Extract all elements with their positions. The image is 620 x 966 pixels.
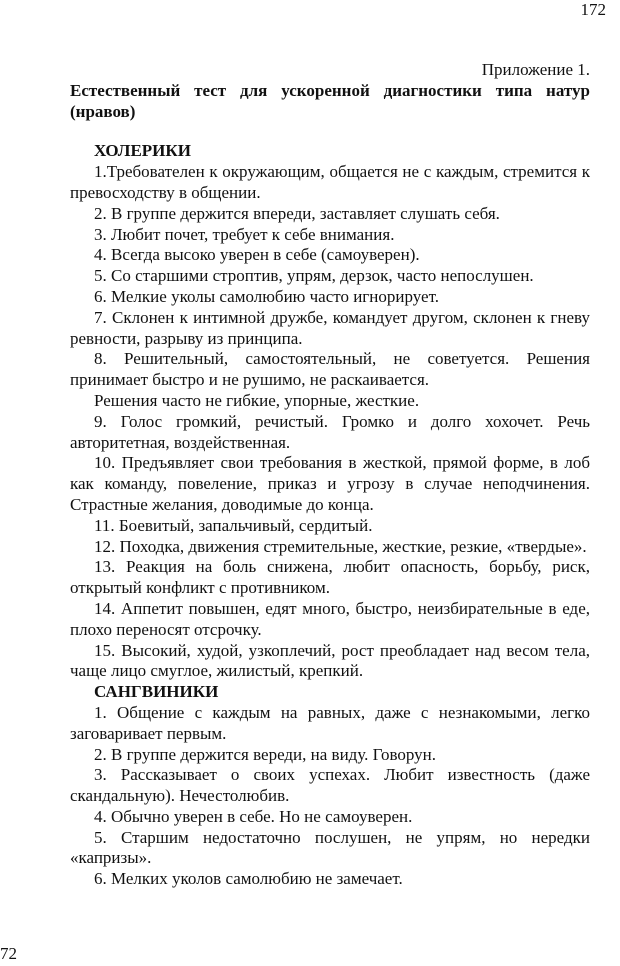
list-item: 5. Старшим недостаточно послушен, не упрям, но нередки «капризы». — [70, 827, 590, 868]
list-item: 11. Боевитый, запальчивый, сердитый. — [94, 515, 373, 535]
list-item: 3. Любит почет, требует к себе внимания. — [94, 224, 395, 244]
list-item: 1.Требователен к окружающим, общается не с каждым, стремится к превосходству в общении. — [70, 162, 590, 202]
document-title: Естественный тест для ускоренной диагностики типа натур (нравов) — [70, 80, 590, 121]
list-item: 15. Высокий, худой, узкоплечий, рост преобладает над весом тела, чаще лицо смуглое, жилистый, крепкий. — [70, 640, 590, 681]
list-item: 14. Аппетит повышен, едят много, быстро, неизбирательные в еде, плохо переносят отсрочку. — [70, 598, 590, 639]
list-item: 12. Походка, движения стремительные, жесткие, резкие, «твердые». — [94, 536, 587, 556]
list-item: 13. Реакция на боль снижена, любит опасность, борьбу, риск, открытый конфликт с противником. — [70, 557, 590, 598]
section-list-cholerics — [70, 162, 590, 682]
list-item: 9. Голос громкий, речистый. Громко и долго хохочет. Речь авторитетная, воздейственная. — [70, 411, 590, 452]
list-item: 8. Решительный, самостоятельный, не советуется. Решения принимает быстро и не рушимо, не раскаивается. — [70, 349, 590, 390]
list-item: 7. Склонен к интимной дружбе, командует другом, склонен к гневу ревности, разрыву из принципа. — [70, 307, 590, 348]
section-heading-cholerics: ХОЛЕРИКИ — [94, 141, 191, 161]
section-heading-sanguines: САНГВИНИКИ — [94, 682, 219, 702]
page-number-bottom: 72 — [0, 944, 17, 963]
document-body — [70, 60, 590, 890]
section-list-sanguines — [70, 703, 590, 890]
list-item: 5. Со старшими строптив, упрям, дерзок, часто непослушен. — [94, 266, 534, 286]
list-item: 4. Обычно уверен в себе. Но не самоуверен. — [94, 806, 413, 826]
list-item: 6. Мелких уколов самолюбию не замечает. — [94, 869, 403, 889]
list-item: Решения часто не гибкие, упорные, жесткие. — [94, 390, 420, 410]
list-item: 2. В группе держится вереди, на виду. Говорун. — [94, 744, 436, 764]
list-item: 4. Всегда высоко уверен в себе (самоуверен). — [94, 245, 420, 265]
list-item: 1. Общение с каждым на равных, даже с незнакомыми, легко заговаривает первым. — [70, 702, 590, 743]
page-number-top: 172 — [580, 0, 606, 19]
list-item: 6. Мелкие уколы самолюбию часто игнорирует. — [94, 286, 439, 306]
list-item: 3. Рассказывает о своих успехах. Любит известность (даже скандальную). Нечестолюбив. — [70, 765, 590, 806]
list-item: 10. Предъявляет свои требования в жесткой, прямой форме, в лоб как команду, повеление, приказ и угрозу в случае неподчинения. Страстные желания, доводимые до конца. — [70, 453, 590, 514]
list-item: 2. В группе держится впереди, заставляет слушать себя. — [94, 203, 500, 223]
appendix-label: Приложение 1. — [481, 60, 590, 79]
